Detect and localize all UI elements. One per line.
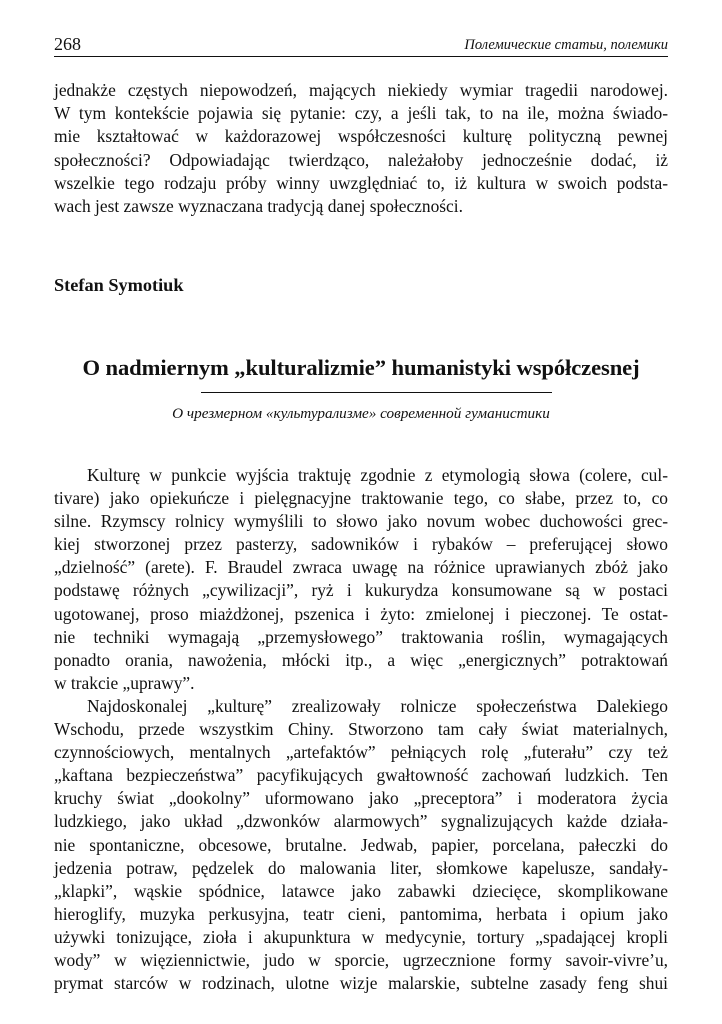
text-line: jedzenia potraw, pędzelek do malowania liter, słomkowe kapelusze, sandały- [54,857,668,878]
text-line: tivare) jako opiekuńcze i pielęgnacyjne traktowanie tego, co słabe, przez to, co [54,488,668,509]
text-line: ugotowanej, proso miażdżonej, pszenica i żyto: zmielonej i pieczonej. Te ostat- [54,603,668,624]
text-line: „klapki”, wąskie spódnice, latawce jako zabawki dziecięce, skomplikowane [54,880,668,901]
text-line: mie kształtować w każdorazowej współczesności kulturę polityczną pewnej [54,126,668,147]
text-line: kruchy świat „dookolny” uformowano jako „preceptora” i moderatora życia [54,788,668,809]
text-line: ludzkiego, jako układ „dzwonków alarmowych” sygnalizujących każde działa- [54,811,668,832]
text-line: w trakcie „uprawy”. [54,672,195,693]
text-line: silne. Rzymscy rolnicy wymyślili to słowo jako novum wobec duchowości grec- [54,511,668,532]
page-number: 268 [54,34,81,54]
text-line: czynnościowych, mentalnych „artefaktów” pełniących rolę „futerału” czy też [54,742,668,763]
title-divider [201,392,552,393]
text-line: wody” w więziennictwie, judo w sporcie, ugrzecznione formy savoir-vivre’u, [54,949,668,970]
text-line: nie spontaniczne, obcesowe, brutalne. Jedwab, papier, porcelana, pałeczki do [54,834,668,855]
text-line: jednakże częstych niepowodzeń, mających niekiedy wymiar tragedii narodowej. [54,80,668,100]
article-subtitle: О чрезмерном «культурализме» современной гуманистики [172,405,550,422]
text-line: wach jest zawsze wyznaczana tradycją danej społeczności. [54,196,463,217]
text-line: „dzielność” (arete). F. Braudel zwraca uwagę na różnice uprawianych zbóż jako [54,557,668,578]
text-line: społeczności? Odpowiadając twierdząco, należałoby jednocześnie dodać, iż [54,149,668,170]
text-line: podstawę różnych „cywilizacji”, ryż i kukurydza konsumowane są w postaci [54,580,668,601]
page-header [54,32,668,57]
running-title: Полемические статьи, полемики [464,37,668,53]
text-line: Wschodu, przede wszystkim Chiny. Stworzono tam cały świat materialnych, [54,719,668,740]
text-line: ponadto orania, nawożenia, młócki itp., a więc „energicznych” potraktowań [54,649,668,670]
text-line: „kaftana bezpieczeństwa” pacyfikujących gwałtowność zachowań ludzkich. Ten [54,765,668,786]
text-line: wszelkie tego rodzaju próby winny uwzględniać to, iż kultura w swoich podsta- [54,172,668,193]
text-line: W tym kontekście pojawia się pytanie: czy, a jeśli tak, to na ile, można świado- [54,103,668,124]
text-line: Najdoskonalej „kulturę” zrealizowały rolnicze społeczeństwa Dalekiego [87,695,668,716]
text-line: używki tonizujące, zioła i akupunktura w medycynie, tortury „spadającej kropli [54,926,668,947]
article-title: O nadmiernym „kulturalizmie” humanistyki współczesnej [82,355,640,380]
text-line: Kulturę w punkcie wyjścia traktuję zgodnie z etymologią słowa (colere, cul- [87,465,668,485]
paragraph-2 [54,695,668,995]
text-line: nie techniki wymagają „przemysłowego” traktowania roślin, wymagających [54,626,668,647]
article-body [54,464,668,995]
text-line: prymat starców w rodzinach, ulotne wizje malarskie, subtelne zasady feng shui [54,973,668,994]
intro-paragraph [54,79,668,218]
author-name: Stefan Symotiuk [54,275,184,295]
text-line: hieroglify, muzyka perkusyjna, teatr cieni, pantomima, herbata i opium jako [54,903,668,924]
text-line: kiej stworzonej przez pasterzy, sadowników i rybaków – preferującej słowo [54,534,668,555]
paragraph-1 [54,464,668,695]
